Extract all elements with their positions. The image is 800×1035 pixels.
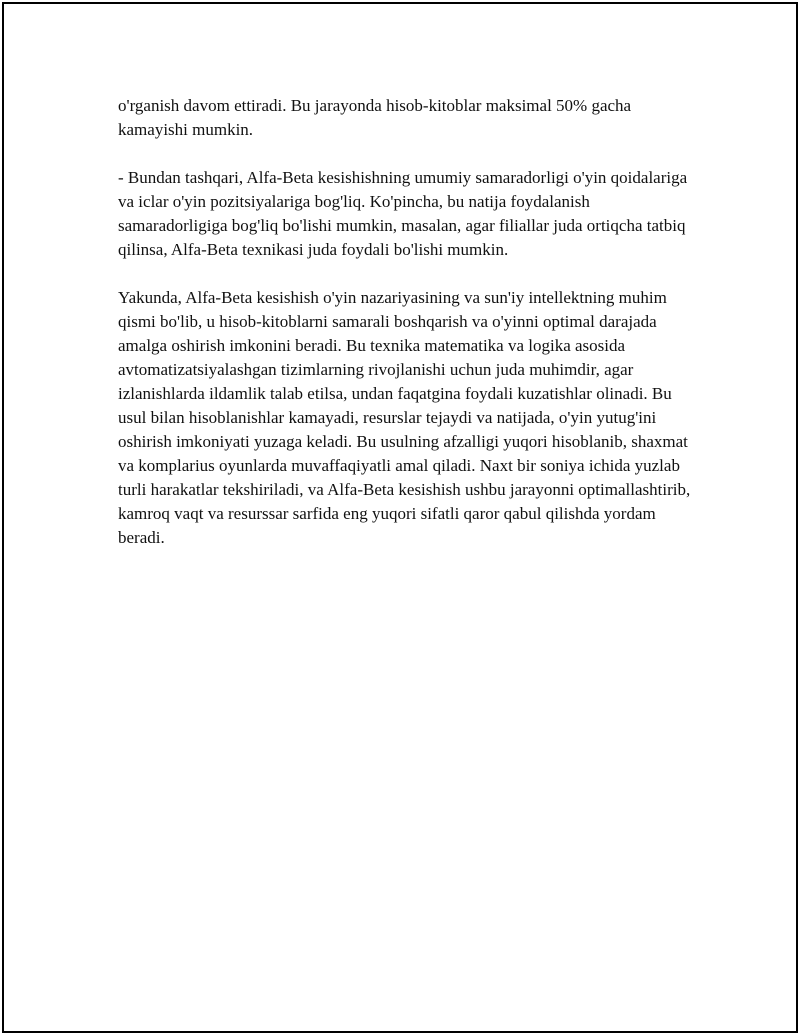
paragraph-continuation: o'rganish davom ettiradi. Bu jarayonda hisob-kitoblar maksimal 50% gacha kamayishi mumkin.: [118, 96, 632, 139]
document-page: [2, 2, 798, 1033]
paragraph-efficiency-note: - Bundan tashqari, Alfa-Beta kesishishning umumiy samaradorligi o'yin qoidalariga va iclar o'yin pozitsiyalariga bog'liq. Ko'pincha, bu natija foydalanish samaradorligiga bog'liq bo'lishi mumkin, masalan, agar filiallar juda ortiqcha tatbiq qilinsa, Alfa-Beta texnikasi juda foydali bo'lishi mumkin.: [118, 168, 688, 259]
document-body: [118, 94, 698, 574]
paragraph-conclusion: Yakunda, Alfa-Beta kesishish o'yin nazariyasining va sun'iy intellektning muhim qismi bo'lib, u hisob-kitoblarni samarali boshqarish va o'yinni optimal darajada amalga oshirish imkonini beradi. Bu texnika matematika va logika asosida avtomatizatsiyalashgan tizimlarning rivojlanishi uchun juda muhimdir, agar izlanishlarda ildamlik talab etilsa, undan faqatgina foydali kuzatishlar olinadi. Bu usul bilan hisoblanishlar kamayadi, resurslar tejaydi va natijada, o'yin yutug'ini oshirish imkoniyati yuzaga keladi. Bu usulning afzalligi yuqori hisoblanib, shaxmat va komplarius oyunlarda muvaffaqiyatli amal qiladi. Naxt bir soniya ichida yuzlab turli harakatlar tekshiriladi, va Alfa-Beta kesishish ushbu jarayonni optimallashtirib, kamroq vaqt va resurssar sarfida eng yuqori sifatli qaror qabul qilishda yordam beradi.: [118, 288, 691, 547]
